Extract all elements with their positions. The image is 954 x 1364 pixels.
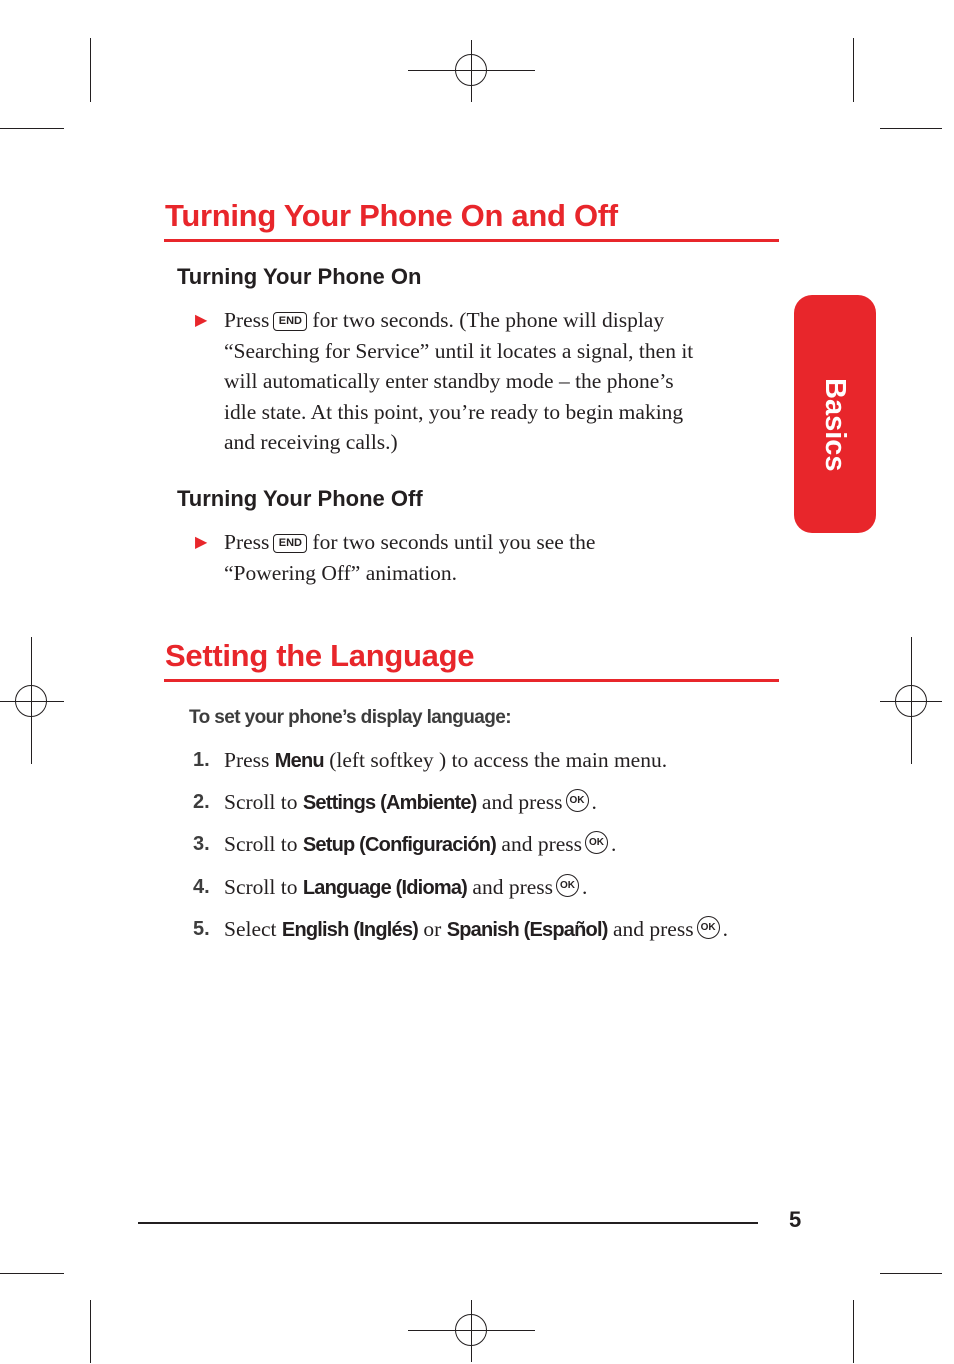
step-number: 4. bbox=[193, 876, 210, 898]
section-tab-label: Basics bbox=[819, 378, 851, 472]
bullet-arrow-icon: ▶ bbox=[195, 532, 208, 551]
ok-key-icon: OK bbox=[585, 831, 608, 854]
step-number: 1. bbox=[193, 749, 210, 771]
section-rule bbox=[164, 239, 779, 242]
section-rule bbox=[164, 679, 779, 682]
end-key-icon: END bbox=[273, 534, 307, 553]
text-line: will automatically enter standby mode – the phone’s bbox=[224, 369, 674, 393]
bullet-arrow-icon: ▶ bbox=[195, 310, 208, 329]
subsection-title-phone-on: Turning Your Phone On bbox=[177, 264, 422, 289]
spanish-label: Spanish (Español) bbox=[446, 919, 608, 941]
ok-key-icon: OK bbox=[566, 789, 589, 812]
setup-label: Setup (Configuración) bbox=[302, 834, 497, 856]
ok-key-icon: OK bbox=[697, 916, 720, 939]
settings-label: Settings (Ambiente) bbox=[302, 792, 477, 814]
ok-key-icon: OK bbox=[556, 874, 579, 897]
text-line: idle state. At this point, you’re ready to begin making bbox=[224, 399, 684, 424]
page-number: 5 bbox=[789, 1207, 802, 1232]
text-line: Press END for two seconds until you see the bbox=[224, 530, 596, 554]
text-line: and receiving calls.) bbox=[224, 430, 398, 454]
text-line: Press END for two seconds. (The phone will display bbox=[224, 308, 665, 332]
step-number: 5. bbox=[193, 918, 210, 940]
step-text: Scroll to Language (Idioma) and press OK . bbox=[224, 875, 588, 899]
step-text: Scroll to Setup (Configuración) and press OK . bbox=[224, 832, 617, 856]
paragraph-phone-on bbox=[224, 305, 693, 458]
section-title-setting-language: Setting the Language bbox=[165, 638, 475, 673]
subsection-title-phone-off: Turning Your Phone Off bbox=[177, 486, 423, 511]
section-title-turning-on-off: Turning Your Phone On and Off bbox=[165, 198, 618, 233]
paragraph-phone-off bbox=[224, 527, 595, 588]
step-text: Select English (Inglés) or Spanish (Español) and press OK . bbox=[224, 917, 728, 941]
footer-rule bbox=[138, 1222, 758, 1224]
text-line: “Searching for Service” until it locates a signal, then it bbox=[224, 338, 694, 363]
text-line: “Powering Off” animation. bbox=[224, 560, 458, 585]
step-number: 2. bbox=[193, 791, 210, 813]
step-number: 3. bbox=[193, 833, 210, 855]
procedure-intro: To set your phone’s display language: bbox=[189, 707, 511, 728]
menu-label: Menu bbox=[274, 750, 324, 772]
step-text: Press Menu (left softkey ) to access the main menu. bbox=[224, 748, 668, 772]
step-text: Scroll to Settings (Ambiente) and press OK . bbox=[224, 790, 597, 814]
end-key-icon: END bbox=[273, 312, 307, 331]
english-label: English (Inglés) bbox=[281, 919, 419, 941]
language-label: Language (Idioma) bbox=[302, 877, 468, 899]
